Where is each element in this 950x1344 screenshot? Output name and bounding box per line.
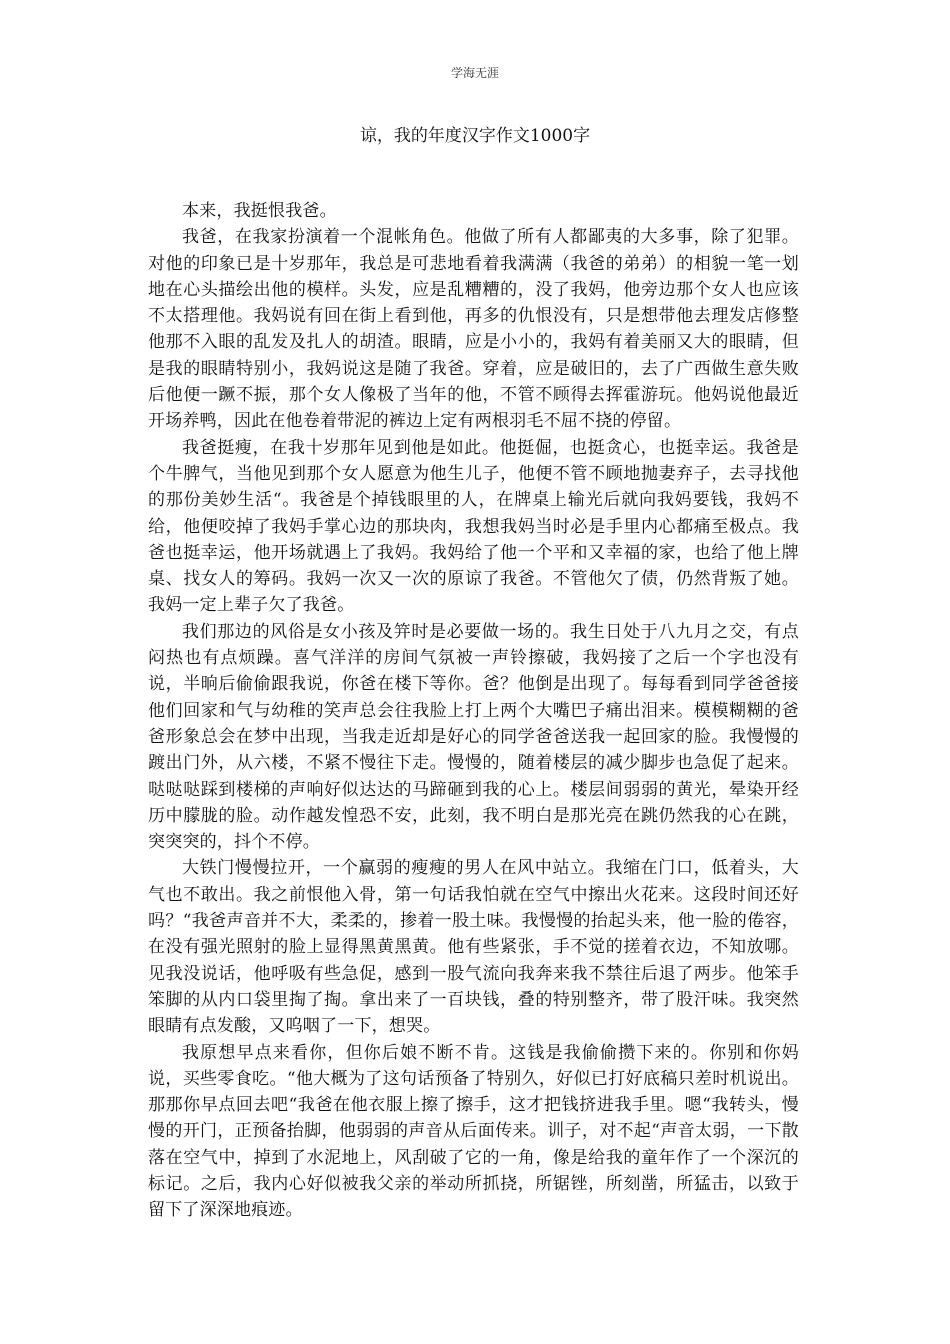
document-title: 谅，我的年度汉字作文1000字 (359, 126, 591, 146)
paragraph: 我原想早点来看你，但你后娘不断不肯。这钱是我偷偷攒下来的。你别和你妈说，买些零食吃。“他大概为了这句话预备了特别久，好似已打好底稿只差时机说出。那那你早点回去吧“我爸在他衣服上擦了擦手，这才把钱挤进我手里。嗯“我转头，慢慢的开门，正预备抬脚，他弱弱的声音从后面传来。训子，对不起“声音太弱，一下散落在空气中，掉到了水泥地上，风刮破了它的一角，像是给我的童年作了一个深沉的标记。之后，我内心好似被我父亲的举动所抓挠，所锯锉，所刻凿，所猛击，以致于留下了深深地痕迹。 (148, 1042, 799, 1221)
paragraph: 我爸挺瘦，在我十岁那年见到他是如此。他挺倔，也挺贪心，也挺幸运。我爸是个牛脾气，当他见到那个女人愿意为他生儿子，他便不管不顾地抛妻弃子，去寻找他的那份美妙生活“。我爸是个掉钱眼里的人，在牌桌上输光后就向我妈要钱，我妈不给，他便咬掉了我妈手掌心边的那块肉，我想我妈当时必是手里内心都痛至极点。我爸也挺幸运，他开场就遇上了我妈。我妈给了他一个平和又幸福的家，也给了他上牌桌、找女人的筹码。我妈一次又一次的原谅了我爸。不管他欠了债，仍然背叛了她。我妈一定上辈子欠了我爸。 (148, 437, 799, 616)
paragraph: 本来，我挺恨我爸。 (182, 201, 337, 221)
paragraph: 我们那边的风俗是女小孩及笄时是必要做一场的。我生日处于八九月之交，有点闷热也有点烦躁。喜气洋洋的房间气氛被一声铃擦破，我妈接了之后一个字也没有说，半晌后偷偷跟我说，你爸在楼下等你。爸？他倒是出现了。每每看到同学爸爸接他们回家和气与幼稚的笑声总会往我脸上打上两个大嘴巴子痛出泪来。模模糊糊的爸爸形象总会在梦中出现，当我走近却是好心的同学爸爸送我一起回家的脸。我慢慢的踱出门外，从六楼，不紧不慢往下走。慢慢的，随着楼层的减少脚步也急促了起来。哒哒哒踩到楼梯的声响好似达达的马蹄砸到我的心上。楼层间弱弱的黄光，晕染开经历中朦胧的脸。动作越发惶恐不安，此刻，我不明白是那光亮在跳仍然我的心在跳，突突突的，抖个不停。 (148, 621, 799, 853)
page-header: 学海无涯 (450, 66, 499, 80)
paragraph: 我爸，在我家扮演着一个混帐角色。他做了所有人都鄙夷的大多事，除了犯罪。对他的印象已是十岁那年，我总是可悲地看着我满满（我爸的弟弟）的相貌一笔一划地在心头描绘出他的模样。头发，应是乱糟糟的，没了我妈，他旁边那个女人也应该不太搭理他。我妈说有回在街上看到他，再多的仇恨没有，只是想带他去理发店修整他那不入眼的乱发及扎人的胡渣。眼睛，应是小小的，我妈有着美丽又大的眼睛，但是我的眼睛特别小，我妈说这是随了我爸。穿着，应是破旧的，去了广西做生意失败后他便一蹶不振，那个女人像极了当年的他，不管不顾得去挥霍游玩。他妈说他最近开场养鸭，因此在他卷着带泥的裤边上定有两根羽毛不屈不挠的停留。 (148, 227, 799, 432)
document-body (148, 198, 799, 1224)
paragraph: 大铁门慢慢拉开，一个赢弱的瘦瘦的男人在风中站立。我缩在门口，低着头，大气也不敢出。我之前恨他入骨，第一句话我怕就在空气中擦出火花来。这段时间还好吗？“我爸声音并不大，柔柔的，掺着一股土味。我慢慢的抬起头来，他一脸的倦容，在没有强光照射的脸上显得黑黄黑黄。他有些紧张，手不觉的搓着衣边，不知放哪。见我没说话，他呼吸有些急促，感到一股气流向我奔来我不禁往后退了两步。他笨手笨脚的从内口袋里掏了掏。拿出来了一百块钱，叠的特别整齐，带了股汗味。我突然眼睛有点发酸，又呜咽了一下，想哭。 (148, 858, 799, 1037)
